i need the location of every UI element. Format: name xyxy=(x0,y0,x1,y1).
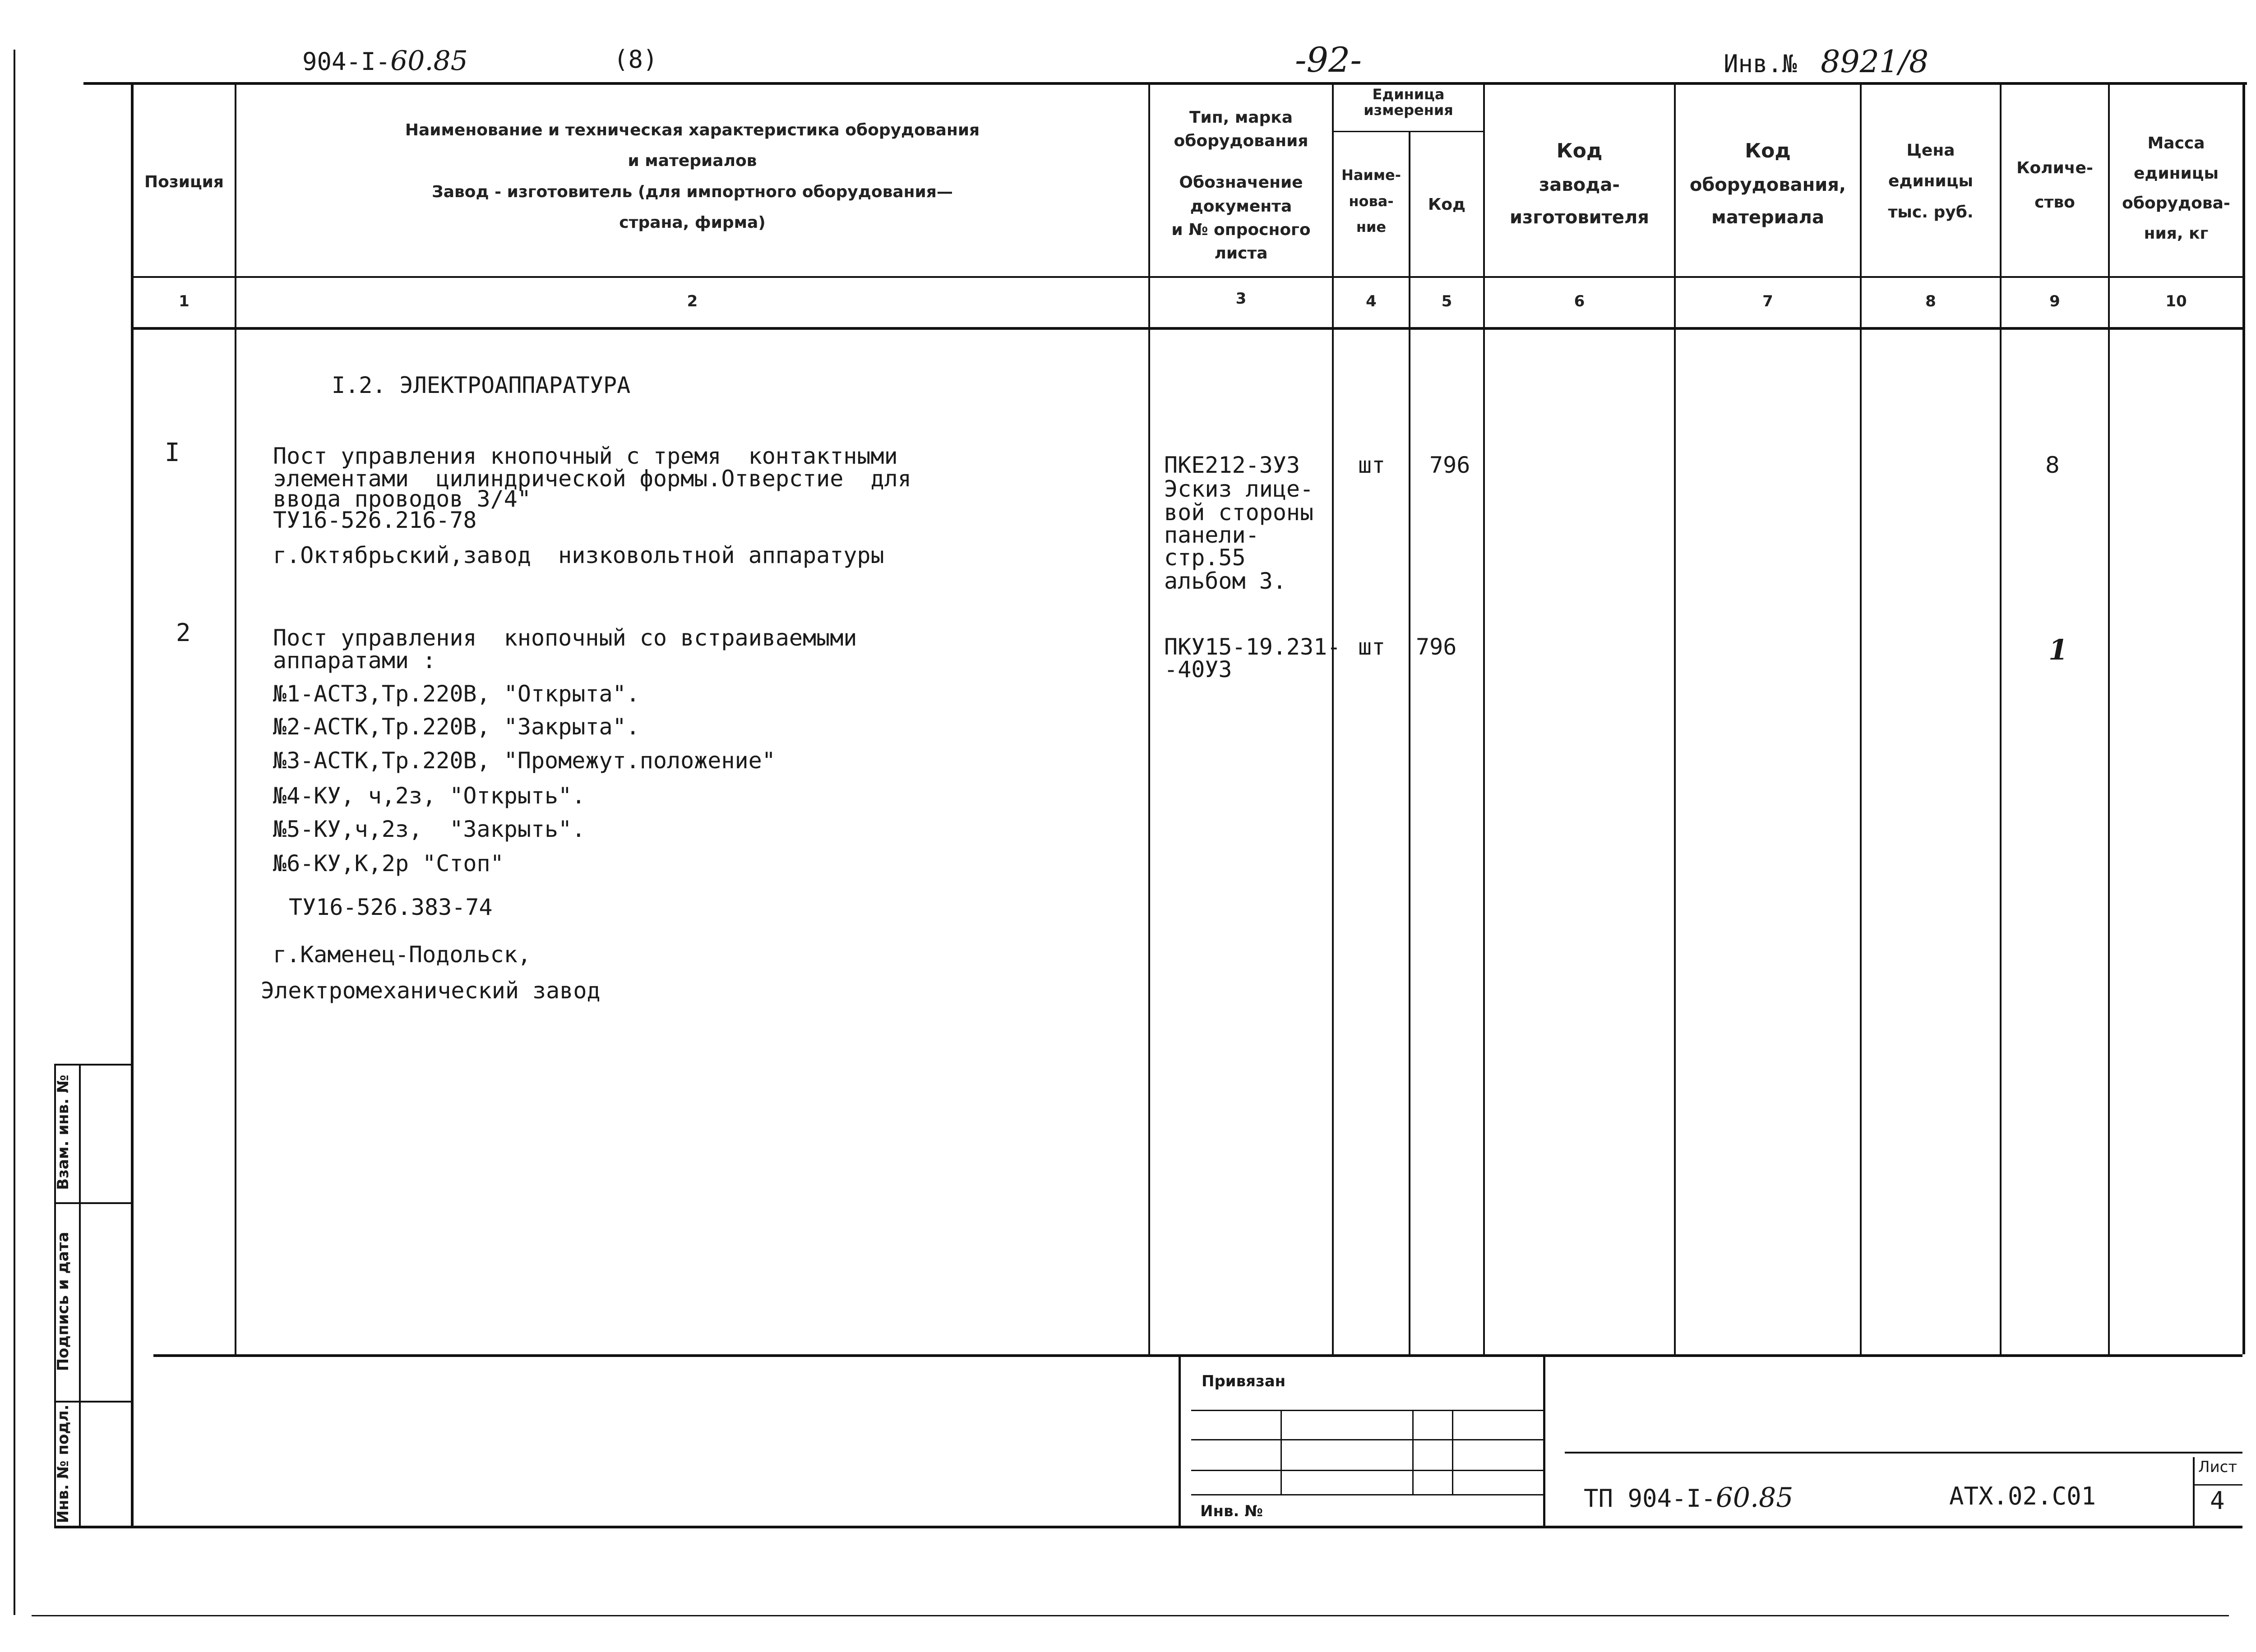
inv-label: Инв.№ xyxy=(1724,50,1797,78)
col-number-10: 10 xyxy=(2165,292,2187,310)
stamp-row-line-4 xyxy=(1191,1494,1543,1495)
side-original-inv: Инв. № подл. xyxy=(54,1404,72,1523)
header-equipment-code: Код оборудования, материала xyxy=(1689,139,1846,228)
frame-top xyxy=(83,82,2247,85)
stamp-left xyxy=(1179,1354,1181,1527)
header-unit-price: Цена единицы тыс. руб. xyxy=(1888,141,1974,221)
col-number-3: 3 xyxy=(1235,290,1247,308)
header-unit-code: Код xyxy=(1428,195,1466,214)
inventory-number xyxy=(1724,44,1928,80)
header-unit-name: Наиме- нова- ние xyxy=(1341,166,1401,236)
sheet-label: Лист xyxy=(2198,1458,2238,1476)
row2-code: 796 xyxy=(1416,634,1457,660)
col-number-8: 8 xyxy=(1925,292,1936,310)
frame-bottom-outer xyxy=(32,1615,2229,1616)
frame-right xyxy=(2242,82,2245,1354)
side-box-right xyxy=(79,1064,81,1528)
col-sep-4 xyxy=(1409,131,1410,1354)
stamp-linked-label: Привязан xyxy=(1202,1372,1286,1390)
doc-prefix: 904-I- xyxy=(302,47,391,76)
col-number-2: 2 xyxy=(687,292,698,310)
stamp-top-line xyxy=(153,1354,2242,1357)
col-number-1: 1 xyxy=(179,292,190,310)
row1-code: 796 xyxy=(1429,452,1470,478)
row1-position: I xyxy=(165,438,180,467)
header-plant-code: Код завода- изготовителя xyxy=(1510,139,1649,228)
row2-quantity: 1 xyxy=(2048,633,2068,666)
frame-bottom xyxy=(54,1526,2242,1528)
stamp-row-line-3 xyxy=(1191,1470,1543,1471)
doc-handwritten: 60.85 xyxy=(390,45,468,77)
col-number-9: 9 xyxy=(2049,292,2060,310)
stamp-inv-label: Инв. № xyxy=(1200,1502,1263,1520)
section-title: I.2. ЭЛЕКТРОАППАРАТУРА xyxy=(332,372,631,398)
row2-unit: шт xyxy=(1358,634,1386,660)
col-sep-7 xyxy=(1860,82,1862,1354)
row2-tu: ТУ16-526.383-74 xyxy=(289,894,493,920)
col-sep-9 xyxy=(2108,82,2110,1354)
stamp-row-line-1 xyxy=(1191,1410,1543,1411)
side-replacement-inv: Взам. инв. № xyxy=(54,1075,72,1190)
title-block-doc: ТП 904-I-60.85 xyxy=(1584,1482,1794,1514)
page-number: -92- xyxy=(1295,40,1362,80)
side-line-1 xyxy=(54,1202,134,1204)
row2-manufacturer-city: г.Каменец-Подольск, xyxy=(273,941,531,968)
col-number-5: 5 xyxy=(1441,292,1452,310)
top-doc-number xyxy=(302,45,468,77)
col-sep-8 xyxy=(2000,82,2002,1354)
header-type: Тип, марка оборудования Обозначение документа и № опросного листа xyxy=(1171,108,1311,263)
row2-position: 2 xyxy=(176,618,191,647)
row1-manufacturer: г.Октябрьский,завод низковольтной аппаратуры xyxy=(273,542,884,568)
col-sep-2 xyxy=(1148,82,1150,1354)
stamp-cell-sep-2 xyxy=(1412,1411,1414,1494)
header-name: Наименование и техническая характеристика оборудования и материалов Завод - изготовитель (для импортного оборудования— страна, фирма) xyxy=(405,121,980,232)
sheet-number: 4 xyxy=(2210,1486,2225,1515)
header-position: Позиция xyxy=(144,173,224,191)
col-number-4: 4 xyxy=(1366,292,1377,310)
unit-sub-line xyxy=(1332,131,1483,132)
header-bottom-line xyxy=(134,276,2242,278)
stamp-cell-sep-1 xyxy=(1281,1411,1282,1494)
col-sep-5 xyxy=(1483,82,1485,1354)
frame-left-outer xyxy=(14,50,15,1615)
row1-quantity: 8 xyxy=(2045,452,2060,478)
header-quantity: Количе- ство xyxy=(2016,159,2093,212)
sheet-box-left xyxy=(2193,1457,2195,1528)
col-number-6: 6 xyxy=(1574,292,1585,310)
col-sep-3 xyxy=(1332,82,1334,1354)
inv-handwritten: 8921/8 xyxy=(1821,44,1929,80)
col-sep-6 xyxy=(1674,82,1676,1354)
stamp-right xyxy=(1543,1354,1545,1527)
title-block-top xyxy=(1565,1452,2242,1454)
row1-unit: шт xyxy=(1358,452,1386,478)
sheet-number-paren: (8) xyxy=(614,45,658,74)
stamp-row-line-2 xyxy=(1191,1439,1543,1440)
sheet-box-mid xyxy=(2193,1484,2242,1486)
col-number-7: 7 xyxy=(1762,292,1773,310)
col-sep-1 xyxy=(235,82,236,1354)
side-signature-date: Подпись и дата xyxy=(54,1232,72,1371)
colnum-bottom-line xyxy=(134,327,2242,330)
title-block-code: АТХ.02.С01 xyxy=(1949,1482,2096,1510)
row2-manufacturer: Электромеханический завод xyxy=(261,978,601,1004)
header-unit: Единица измерения xyxy=(1364,86,1453,119)
stamp-cell-sep-3 xyxy=(1452,1411,1453,1494)
header-mass: Масса единицы оборудова- ния, кг xyxy=(2122,134,2230,243)
